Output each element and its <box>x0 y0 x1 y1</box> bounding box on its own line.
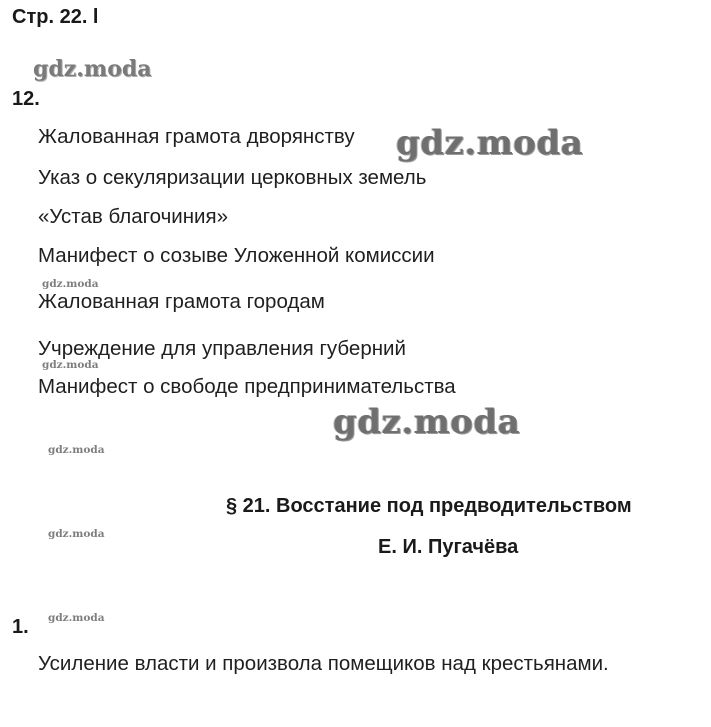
list-item: Жалованная грамота дворянству <box>38 125 355 148</box>
list-item: Учреждение для управления губерний <box>38 337 406 360</box>
section-subtitle: Е. И. Пугачёва <box>378 536 519 558</box>
watermark: gdz.moda <box>42 359 99 371</box>
watermark: gdz.moda <box>396 123 584 163</box>
watermark: gdz.moda <box>48 444 105 456</box>
list-item: Манифест о свободе предпринимательства <box>38 375 456 398</box>
page-label: Стр. 22. l <box>12 6 99 28</box>
section-title: § 21. Восстание под предводительством <box>226 495 632 517</box>
watermark: gdz.moda <box>33 56 152 82</box>
watermark: gdz.moda <box>42 278 99 290</box>
list-item: «Устав благочиния» <box>38 205 229 228</box>
answer-text: Усиление власти и произвола помещиков над крестьянами. <box>38 652 609 675</box>
watermark: gdz.moda <box>333 402 521 442</box>
watermark: gdz.moda <box>48 612 105 624</box>
task-number-12: 12. <box>12 88 40 110</box>
list-item: Жалованная грамота городам <box>38 290 325 313</box>
watermark: gdz.moda <box>48 528 105 540</box>
task-number-1: 1. <box>12 616 29 638</box>
list-item: Манифест о созыве Уложенной комиссии <box>38 244 435 267</box>
list-item: Указ о секуляризации церковных земель <box>38 166 427 189</box>
